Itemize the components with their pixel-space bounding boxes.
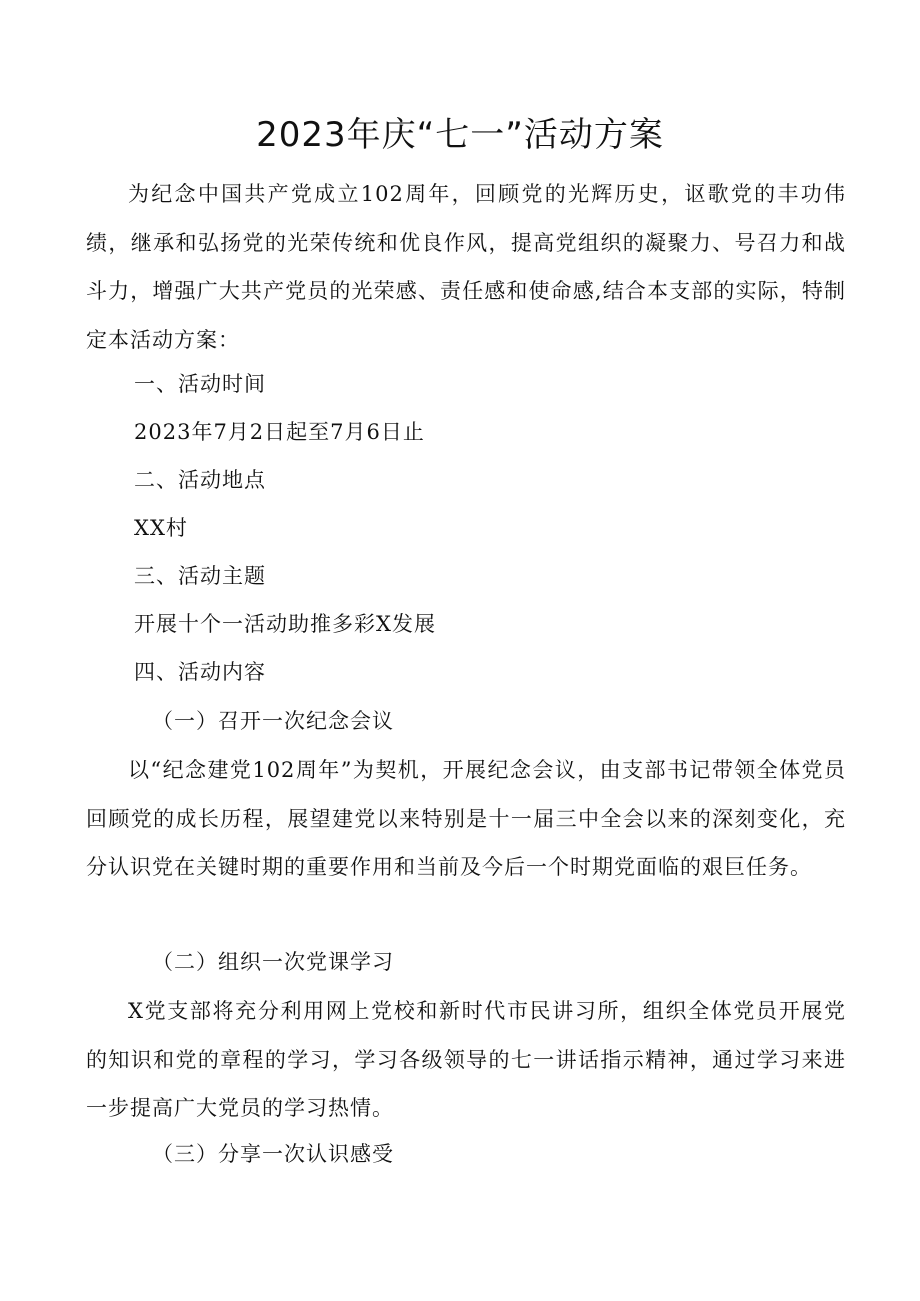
section-heading-time: 一、活动时间: [134, 372, 266, 396]
item-heading-meeting: （一）召开一次纪念会议: [152, 709, 394, 733]
item-heading-sharing: （三）分享一次认识感受: [152, 1142, 394, 1166]
item-body-meeting: 以“纪念建党102周年”为契机，开展纪念会议，由支部书记带领全体党员回顾党的成长历程，展望建党以来特别是十一届三中全会以来的深刻变化，充分认识党在关键时期的重要作用和当前及今后一个时期党面临的艰巨任务。: [86, 758, 846, 879]
section-heading-content: 四、活动内容: [134, 660, 266, 684]
document-title: 2023年庆“七一”活动方案: [256, 115, 664, 155]
section-heading-location: 二、活动地点: [134, 468, 266, 492]
section-body-time: 2023年7月2日起至7月6日止: [134, 420, 425, 444]
item-heading-lesson: （二）组织一次党课学习: [152, 950, 394, 974]
section-heading-theme: 三、活动主题: [134, 564, 266, 588]
intro-paragraph: 为纪念中国共产党成立102周年，回顾党的光辉历史，讴歌党的丰功伟绩，继承和弘扬党的光荣传统和优良作风，提高党组织的凝聚力、号召力和战斗力，增强广大共产党员的光荣感、责任感和使命感,结合本支部的实际，特制定本活动方案：: [86, 182, 846, 352]
item-body-lesson: X党支部将充分利用网上党校和新时代市民讲习所，组织全体党员开展党的知识和党的章程的学习，学习各级领导的七一讲话指示精神，通过学习来进一步提高广大党员的学习热情。: [86, 999, 846, 1120]
section-body-location: XX村: [134, 516, 188, 540]
section-body-theme: 开展十个一活动助推多彩X发展: [134, 612, 436, 636]
